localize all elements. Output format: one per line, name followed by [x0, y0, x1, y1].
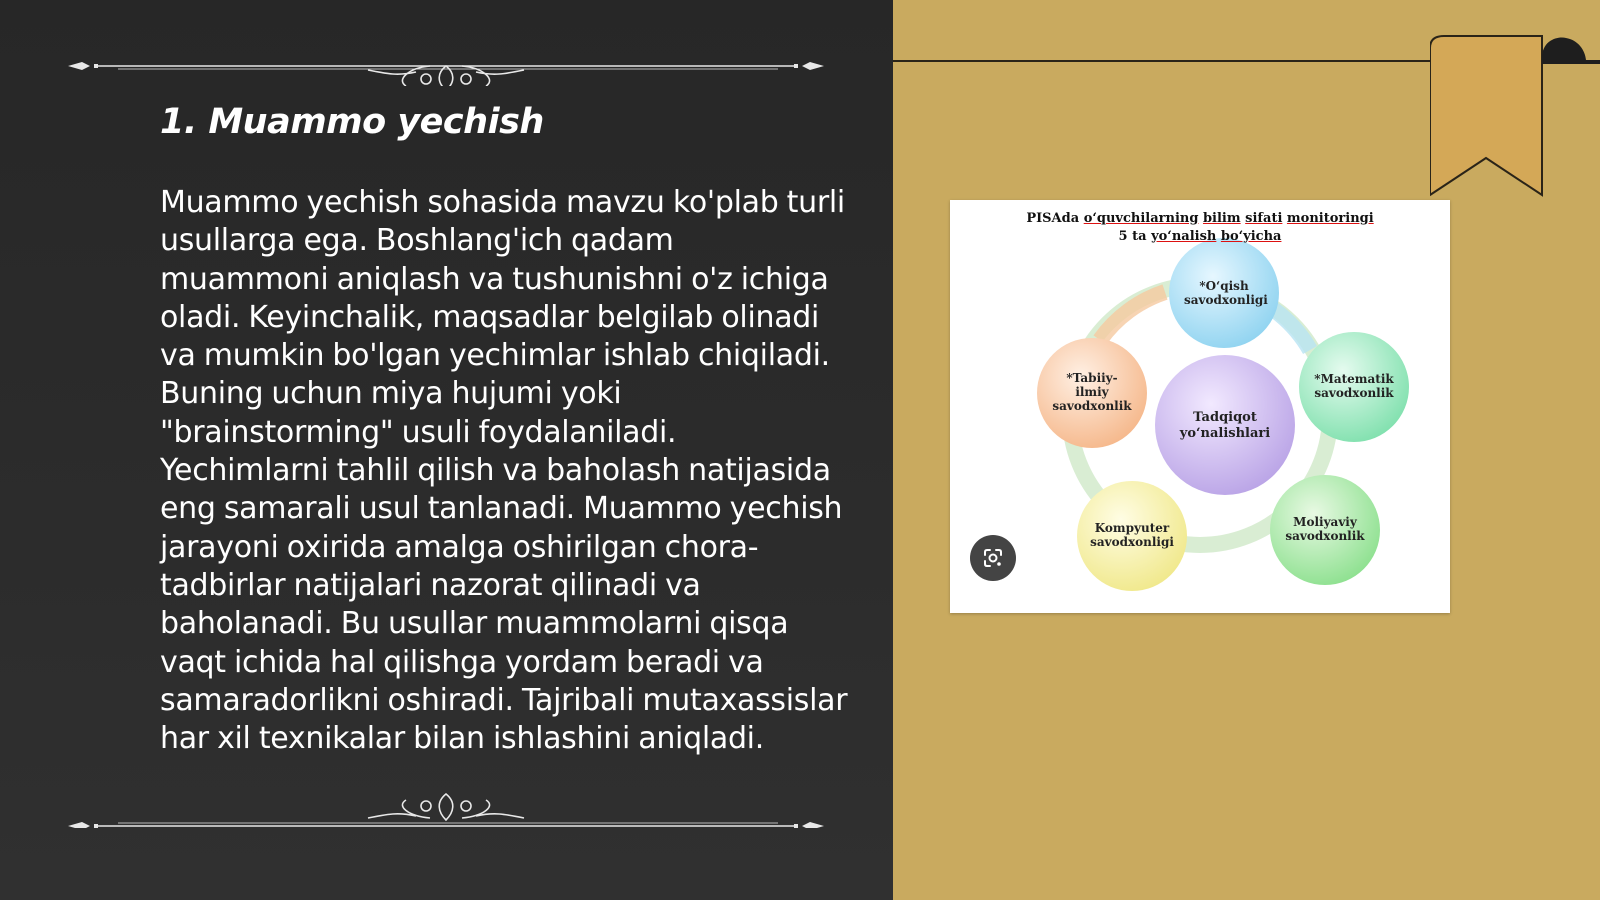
diagram-title-word: sifati — [1245, 211, 1283, 226]
lens-search-icon — [981, 546, 1005, 570]
node-label-center: Tadqiqot yo‘nalishlari — [1179, 410, 1271, 441]
node-label-finance: Moliyaviy savodxonlik — [1285, 515, 1365, 543]
diagram-title-word: bilim — [1202, 211, 1241, 226]
diagram-subtitle-prefix: 5 ta — [1118, 229, 1152, 244]
pisa-diagram-image — [950, 200, 1450, 613]
diagram-title — [950, 210, 1450, 246]
diagram-title-word: o‘quvchilarning — [1083, 211, 1199, 226]
bottom-ornament — [68, 788, 824, 828]
node-label-computer: Kompyuter savodxonligi — [1090, 521, 1174, 549]
diagram-subtitle-word: bo‘yicha — [1220, 229, 1282, 244]
diagram-title-prefix: PISAda — [1026, 211, 1084, 226]
diagram-title-word: monitoringi — [1286, 211, 1374, 226]
slide-title: 1. Muammo yechish — [160, 102, 544, 142]
bookmark-ribbon — [1430, 30, 1600, 205]
node-label-math: *Matematik savodxonlik — [1314, 372, 1394, 400]
node-label-reading: *O‘qish savodxonligi — [1184, 279, 1268, 307]
diagram-subtitle-word: yo‘nalish — [1151, 229, 1217, 244]
slide-body-text: Muammo yechish sohasida mavzu ko'plab turli usullarga ega. Boshlang'ich qadam muammoni aniqlash va tushunishni o'z ichiga oladi. Keyinchalik, maqsadlar belgilab olinadi va mumkin bo'lgan yechimlar ishlab chiqiladi. Buning uchun miya hujumi yoki "brainstorming" usuli foydalaniladi. Yechimlarni tahlil qilish va baholash natijasida eng samarali usul tanlanadi. Muammo yechish jarayoni oxirida amalga oshirilgan chora-tadbirlar natijalari nazorat qilinadi va baholanadi. Bu usullar muammolarni qisqa vaqt ichida hal qilishga yordam beradi va samaradorlikni oshiradi. Tajribali mutaxassislar har xil texnikalar bilan ishlashini aniqladi. — [160, 185, 848, 757]
top-ornament — [68, 46, 824, 86]
pisa-diagram-graphic — [950, 200, 1450, 613]
lens-search-button[interactable] — [970, 535, 1016, 581]
node-label-science: *Tabiiy-ilmiy savodxonlik — [1052, 371, 1132, 413]
divider-line — [893, 60, 1438, 62]
